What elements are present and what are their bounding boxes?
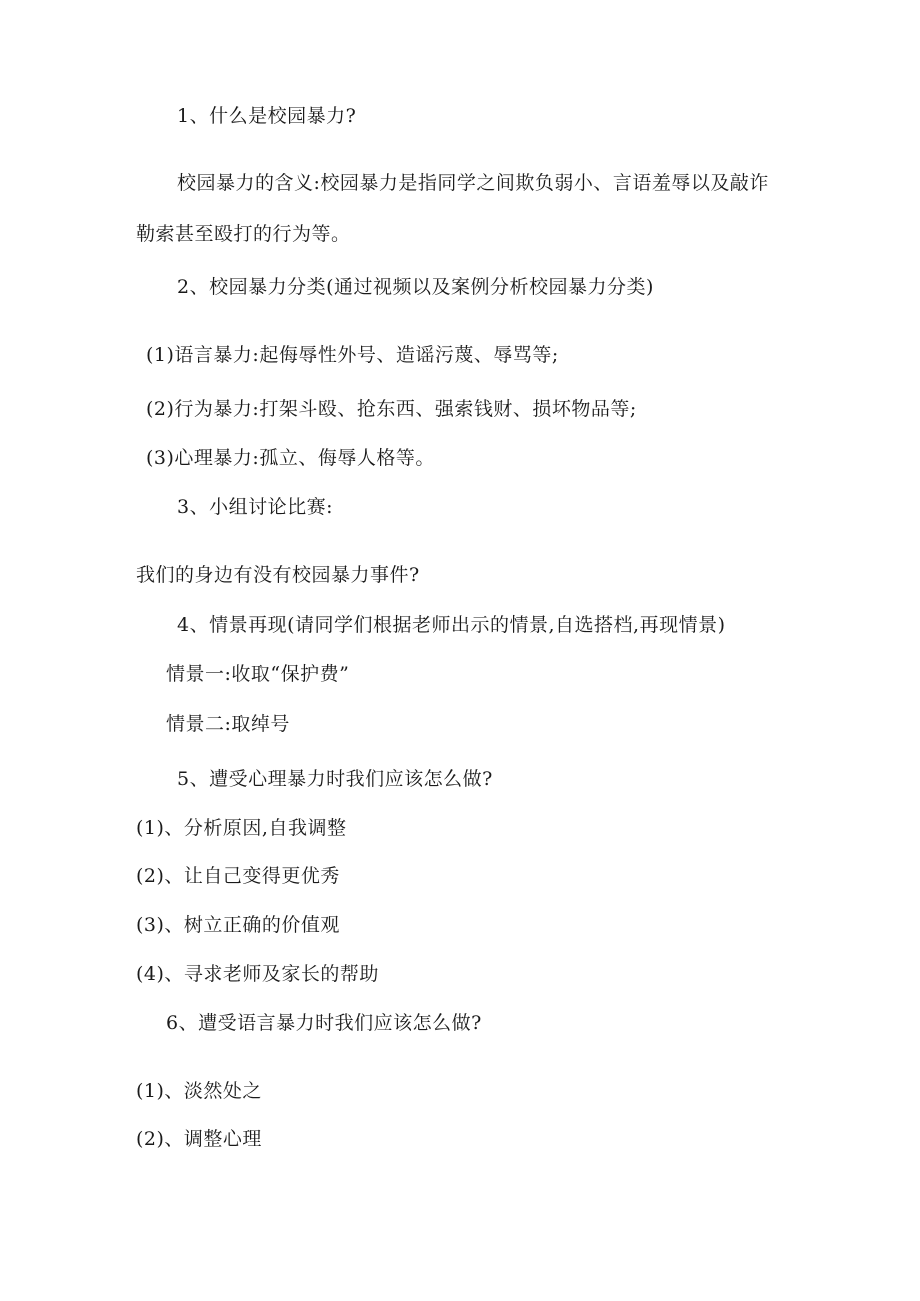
scenario-two: 情景二:取绰号	[166, 713, 290, 735]
heading-verbal-response: 6、遭受语言暴力时我们应该怎么做?	[166, 1012, 482, 1034]
discussion-question: 我们的身边有没有校园暴力事件?	[136, 564, 420, 586]
heading-scenario-reenactment: 4、情景再现(请同学们根据老师出示的情景,自选搭档,再现情景)	[177, 614, 726, 636]
psych-response-item-1: (1)、分析原因,自我调整	[136, 817, 347, 839]
verbal-response-item-1: (1)、淡然处之	[136, 1080, 262, 1102]
category-psychological-violence: (3)心理暴力:孤立、侮辱人格等。	[146, 447, 435, 469]
heading-psychological-response: 5、遭受心理暴力时我们应该怎么做?	[177, 768, 493, 790]
psych-response-item-4: (4)、寻求老师及家长的帮助	[136, 963, 379, 985]
heading-what-is-school-violence: 1、什么是校园暴力?	[177, 105, 357, 127]
definition-paragraph-line-2: 勒索甚至殴打的行为等。	[136, 223, 351, 245]
scenario-one: 情景一:收取“保护费”	[166, 663, 350, 685]
definition-paragraph-line-1: 校园暴力的含义:校园暴力是指同学之间欺负弱小、言语羞辱以及敲诈	[177, 172, 769, 194]
heading-group-discussion: 3、小组讨论比赛:	[177, 496, 333, 518]
psych-response-item-3: (3)、树立正确的价值观	[136, 914, 340, 936]
category-physical-violence: (2)行为暴力:打架斗殴、抢东西、强索钱财、损坏物品等;	[146, 398, 637, 420]
psych-response-item-2: (2)、让自己变得更优秀	[136, 865, 340, 887]
heading-violence-categories: 2、校园暴力分类(通过视频以及案例分析校园暴力分类)	[177, 276, 654, 298]
category-verbal-violence: (1)语言暴力:起侮辱性外号、造谣污蔑、辱骂等;	[146, 344, 559, 366]
verbal-response-item-2: (2)、调整心理	[136, 1128, 262, 1150]
